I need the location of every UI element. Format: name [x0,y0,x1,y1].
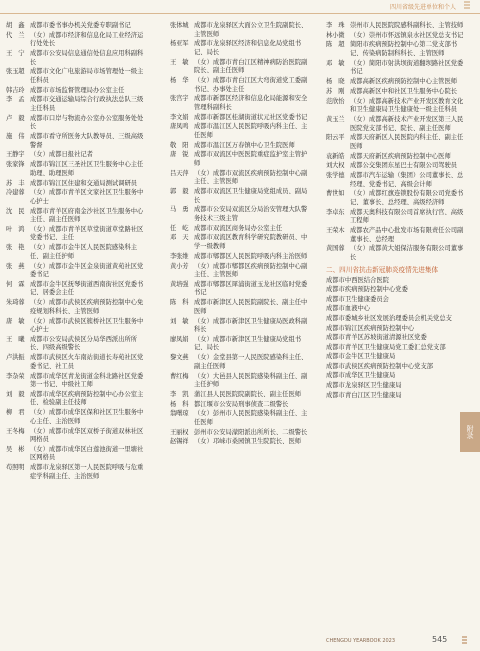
honoree-entry [6,281,144,298]
honoree-entry [326,88,464,97]
honoree-name: 黎文燕 [170,354,189,362]
honoree-entry [170,401,308,410]
honoree-name: 卢洪振 [6,354,25,362]
honoree-title: （女）成都日报社记者 [30,151,93,159]
honoree-name: 黄培强 [170,280,189,288]
honoree-entry [6,464,144,481]
section-title: 二、四川省抗击新冠肺炎疫情先进集体 [326,265,439,274]
honoree-name: 张 燕 [6,262,25,270]
collective-item: 成都市武侯区疾病预防控制中心党支部 [326,362,434,370]
honoree-entry [170,373,308,390]
honoree-entry [326,60,464,77]
honoree-title: （女）成都市青羊区草堂街道草堂路社区党委书记、主任 [30,225,144,242]
honoree-name: 阳云平 [326,134,345,142]
honoree-title: （女）成都市金牛区金泉街道黄苑社区党委书记 [30,262,144,279]
honoree-name: 黄国蓉 [326,245,345,253]
honoree-title: 成都市看守所医务大队教导员、三级高级警督 [30,133,144,149]
honoree-title: 成都市公安局信息通信处信息应用科副科长 [30,50,144,66]
honoree-entry [6,151,144,160]
honoree-title: （女）成都市新津区卫生健康局医政科副科长 [194,317,308,334]
honoree-name: 李杂荣 [6,372,25,380]
honoree-name: 苏 丰 [6,179,25,187]
honoree-entry [326,32,464,41]
honoree-title: （女）成都市新津区卫生健康局党组书记、局长 [194,335,302,352]
honoree-title: 都江堰市公安局刑事侦查二级警长 [194,400,289,408]
honoree-entry [326,134,464,151]
honoree-name: 李文娟 [170,113,189,121]
honoree-name: 杨亚军 [170,40,189,48]
honoree-name: 吕天萍 [170,169,189,177]
honoree-entry [170,151,308,168]
header-title: 四川省级先进单位和个人 [389,4,456,11]
honoree-title: 成都市委书事办机关党委专职副书记 [30,22,131,29]
honoree-entry [6,391,144,408]
honoree-entry [170,299,308,316]
honoree-entry [326,209,464,226]
honoree-title: 成都市公安局武侯区分局华西派出所所长、四级高级警长 [30,335,138,352]
honoree-name: 袁新皓 [326,152,345,160]
honoree-name: 黄小芳 [170,262,189,270]
honoree-name: 王冬梅 [6,427,25,435]
honoree-title: 成都市郫都区犀浦街道玉龙社区临时党委书记 [194,280,308,297]
honoree-name: 杨 科 [170,400,189,408]
honoree-title: 成都市武侯区火车南站街道长寿苑社区党委书记、社工员 [30,354,144,370]
honoree-name: 冷建蓉 [6,189,25,197]
honoree-title: 成都市龙泉驿区第一人民医院呼吸与危重症学科副主任、主治医师 [30,464,144,480]
honoree-name: 邓 敏 [326,59,345,67]
honoree-entry [170,77,308,94]
honoree-title: 成都市市场监督管理局办公室主任 [30,86,125,94]
honoree-name: 王 曦 [6,335,25,343]
honoree-entry [6,50,144,67]
honoree-name: 王丽权 [170,428,189,436]
honoree-title: 成都市双流区教育科学研究院教研员、中学一级教师 [194,234,308,251]
collective-item: 成都市青白江区卫生健康局 [326,391,402,399]
honoree-title: 彭州市公安局濛阳派出所所长、二级警长 [194,428,308,436]
honoree-name: 吴 彬 [6,445,25,453]
column-3 [326,22,464,401]
honoree-title: （女）彭州市人民医院感染科副主任、主任医师 [194,410,308,426]
honoree-title: 成都天奥科技有限公司首席执行官、高级工程师 [350,208,464,225]
honoree-entry [170,40,308,57]
collective-item: 成都市金牛区卫生健康局 [326,353,396,361]
honoree-title: 崇州市人民医院院感科副科长、主管技师 [350,22,464,29]
honoree-title: 成都市龙泉驿区经济和信息化局党组书记、局长 [194,40,302,56]
honoree-title: （女）成都市经济和信息化局工业经济运行处处长 [30,31,144,48]
collective-item: 成都市龙泉驿区卫生健康局 [326,382,402,390]
honoree-entry [170,253,308,262]
column-3-entries [326,22,464,263]
honoree-entry [170,142,308,151]
honoree-title: 成都市龙泉驿区大面公立卫生院副院长、主管医师 [194,22,308,38]
honoree-name: 柳 君 [6,409,25,417]
honoree-name: 沈 民 [6,207,25,215]
honoree-entry [170,263,308,280]
honoree-title: 成都市新津区人民医院副院长、副主任中医师 [194,299,308,315]
honoree-entry [170,123,308,140]
honoree-name: 杨 晓 [326,78,345,86]
honoree-entry [6,68,144,85]
column-1 [6,22,144,482]
honoree-entry [6,189,144,206]
honoree-entry [6,22,144,31]
footer-yearbook: CHENGDU YEARBOOK 2023 [326,638,396,644]
honoree-name: 刘 敏 [170,317,189,325]
honoree-title: 成都市双流区中医医院重症监护室主管护师 [194,151,308,168]
honoree-title: 成都市金牛区抚琴街道西南街社区党委书记、居委会主任 [30,280,144,297]
honoree-entry [326,78,464,87]
honoree-title: （女）金堂县第一人民医院感染科主任、副主任医师 [194,354,308,370]
honoree-name: 李 孟 [6,96,25,104]
honoree-title: 成都市新都区桂湖街道状元社区党委书记 [194,113,308,121]
honoree-title: 成都市公安局双流区分局治安管理大队警务技术三级主管 [194,206,308,223]
honoree-name: 张 艳 [6,244,25,252]
honoree-title: （女）成都市郫都区疾病预防控制中心副主任、主管医师 [194,262,308,279]
honoree-entry [170,281,308,298]
honoree-entry [6,133,144,150]
header-decoration [464,1,470,11]
honoree-entry [6,226,144,243]
honoree-entry [326,22,464,31]
honoree-title: 成都农产品中心批发市场有限责任公司副董事长、总经理 [350,227,464,243]
honoree-title: 成都市锦江区住建和交通局测试调研员 [30,179,138,187]
honoree-entry [6,318,144,335]
honoree-entry [6,115,144,132]
honoree-name: 林小微 [326,31,345,39]
honoree-entry [326,116,464,133]
honoree-name: 张家锋 [6,161,25,169]
honoree-title: 成都市口岸与物流办公室办公室服务处处长 [30,114,144,131]
honoree-title: （女）成都市武侯区簇桥社区卫生服务中心护士 [30,317,144,334]
honoree-entry [170,114,308,123]
honoree-title: 成都市双流区商务局办公室主任 [194,224,283,232]
honoree-title: （女）成都黄大姐保洁服务有限公司董事长 [350,245,464,261]
honoree-name: 苟照明 [6,464,25,472]
honoree-title: 成都市温江区万春镇中心卫生院医师 [194,141,295,149]
honoree-name: 王静宇 [6,151,25,159]
honoree-title: 蒲江县人民医院院副院长、副主任医师 [194,390,302,398]
honoree-name: 廖凤娟 [170,335,189,343]
honoree-name: 任 屹 [170,224,189,232]
honoree-name: 胡 鑫 [6,22,25,29]
honoree-entry [326,41,464,58]
honoree-title: （女）崇州市怀远镇泉水社区党总支书记 [350,31,464,39]
collective-item: 成都市卫生健康委员会 [326,295,389,303]
honoree-name: 敬 阳 [170,141,189,149]
collective-item: 成都市成华区卫生健康局 [326,372,396,380]
honoree-title: （女）简阳市射洪坝街道翻坝路社区党委书记 [350,59,464,76]
collective-item: 成都市中西医结合医院 [326,276,389,284]
honoree-title: 成都市成华区疾病预防控制中心办公室主任、检验副主任技师 [30,390,144,407]
honoree-title: 成都天府新区疾病预防控制中心医师 [350,152,451,160]
collective-item: 成都市委城乡社区发展治理委员会机关党总支 [326,314,452,322]
honoree-name: 代 兰 [6,31,25,39]
honoree-name: 黄玉兰 [326,115,345,123]
honoree-entry [170,206,308,223]
honoree-title: 成都市新都区经济和信息化局能源和安全管理科副科长 [194,95,308,111]
honoree-entry [6,373,144,390]
honoree-title: 简阳市疾病预防控制中心第二党支部书记、传染病防制科科长、主管医师 [350,41,458,58]
honoree-entry [170,225,308,234]
honoree-entry [326,162,464,171]
honoree-name: 王 宁 [6,50,25,58]
honoree-title: 成都市郫都区人民医院呼吸内科主治医师 [194,252,308,260]
honoree-name: 唐凤鸣 [170,123,189,131]
honoree-name: 唐 敏 [6,317,25,325]
honoree-title: （女）成都市双流区疾病预防控制中心副主任、主管医师 [194,169,308,186]
honoree-name: 陈 超 [326,41,345,49]
honoree-entry [6,244,144,261]
honoree-entry [170,391,308,400]
honoree-entry [6,428,144,445]
honoree-name: 李 珠 [326,22,345,29]
honoree-title: 成都市文化广电旅游局市场管理处一级主任科员 [30,68,144,84]
honoree-title: （女）成都市青白江区精神病防治医院副院长、副主任医师 [194,58,308,75]
honoree-name: 赵锡祥 [170,438,189,446]
honoree-entry [6,336,144,353]
honoree-name: 郭 毅 [170,188,189,196]
honoree-name: 范欣怡 [326,97,345,105]
honoree-entry [6,87,144,96]
honoree-entry [170,59,308,76]
honoree-name: 曹红梅 [170,372,189,380]
running-header [0,0,480,14]
collective-list [326,277,464,401]
honoree-entry [6,161,144,178]
column-2 [170,22,308,448]
honoree-title: （女）成都市成华区白莲池街道一里塘社区网格员 [30,445,144,462]
honoree-name: 马 勇 [170,206,189,214]
honoree-name: 张宫宇 [170,95,189,103]
honoree-name: 李 凯 [170,390,189,398]
honoree-entry [326,172,464,189]
honoree-entry [326,227,464,244]
footer-decoration [462,636,467,645]
honoree-entry [326,98,464,115]
honoree-name: 刘 毅 [6,390,25,398]
honoree-title: 成都市双流区卫生健康局党组成员、副局长 [194,188,308,204]
honoree-title: 成都市锦江区三圣社区卫生服务中心主任助理、助理医师 [30,161,144,177]
honoree-title: 成都高新区疾病预防控制中心主管医师 [350,78,458,86]
honoree-title: （女）成都市青白江区大弯街道党工委副书记、办事处主任 [194,76,308,93]
honoree-title: 成都市温江区人民医院呼吸内科主任、主任医师 [194,123,308,139]
honoree-entry [6,96,144,113]
honoree-title: 成都市成华区青龙街道金科北路社区党委第一书记、中级社工师 [30,372,144,389]
honoree-entry [6,409,144,426]
honoree-title: （女）邛崃市桑园镇卫生院院长、医师 [194,438,302,446]
honoree-title: 成都公交集团东星巴士有限公司驾驶员 [350,162,458,170]
honoree-name: 卢 毅 [6,114,25,122]
collective-item: 成都市青羊区卫生健康局党工委汇总党支部 [326,343,446,351]
honoree-name: 陈 科 [170,299,189,307]
honoree-title: 成都市青羊区府南金沙社区卫生服务中心主任、副主任医师 [30,207,144,224]
honoree-title: （女）大邑县人民医院感染科副主任、副主任护师 [194,372,308,389]
honoree-name: 施 伟 [6,133,25,141]
honoree-title: （女）成都高新技术产业开发区教育文化和卫生健康局卫生健康处一级主任科员 [350,97,464,114]
honoree-entry [170,410,308,427]
honoree-title: （女）成都高新技术产业开发区第三人民医院党支部书记、院长、副主任医师 [350,115,464,132]
honoree-entry [170,354,308,371]
honoree-name: 张玉超 [6,68,25,76]
honoree-name: 王 敏 [170,58,189,66]
honoree-title: （女）成都市青羊区文家社区卫生服务中心护士 [30,189,144,205]
honoree-entry [6,180,144,189]
honoree-title: 成都天府新区人民医院内科主任、副主任医师 [350,134,464,150]
honoree-entry [326,153,464,162]
honoree-name: 李卓东 [326,208,345,216]
honoree-entry [170,318,308,335]
honoree-entry [6,208,144,225]
honoree-name: 李张维 [170,252,189,260]
honoree-entry [170,336,308,353]
honoree-name: 张体城 [170,22,189,29]
honoree-name: 韩吉玲 [6,86,25,94]
collective-item: 成都市血液中心 [326,305,371,313]
honoree-title: （女）成都市成华区保和社区卫生服务中心主任、主治医师 [30,409,144,425]
honoree-name: 翁曙琼 [170,410,189,418]
honoree-entry [170,429,308,438]
honoree-name: 张学德 [326,172,345,180]
honoree-entry [6,299,144,316]
honoree-entry [6,354,144,371]
honoree-entry [6,263,144,280]
appendix-tab: 附录 [460,412,480,452]
honoree-entry [170,22,308,39]
collective-item: 成都市锦江区疾病预防控制中心 [326,324,415,332]
honoree-name: 杨 华 [170,76,189,84]
honoree-title: 成都高新区中和社区卫生服务中心院长 [350,87,458,95]
honoree-name: 何 霖 [6,280,25,288]
honoree-name: 邓 天 [170,234,189,242]
collective-item: 成都市疾病预防控制中心党委 [326,286,408,294]
page-number: 545 [432,635,448,644]
honoree-entry [6,32,144,49]
honoree-name: 刘大权 [326,162,345,170]
collective-item: 成都市青羊区苏坡街道清源社区党委 [326,334,427,342]
honoree-entry [6,446,144,463]
honoree-name: 叶 鸿 [6,225,25,233]
honoree-entry [170,170,308,187]
honoree-name: 唐 锐 [170,151,189,159]
honoree-name: 朱琦蓉 [6,299,25,307]
honoree-title: 成都市交通运输局综合行政执法总队三级主任科员 [30,96,144,113]
honoree-entry [326,245,464,262]
honoree-title: 成都市汽车运输（集团）公司董事长、总经理、党委书记、高级会计师 [350,172,464,188]
honoree-title: （女）成都红旗连锁股份有限公司党委书记、董事长、总经理、高级经济师 [350,190,464,206]
honoree-title: （女）成都市武侯区疾病预防控制中心免疫规划科科长、主管医师 [30,299,144,315]
honoree-name: 曹世如 [326,190,345,198]
honoree-title: （女）成都市成华区双桥子街道双林社区网格员 [30,427,144,444]
honoree-entry [170,438,308,447]
honoree-entry [170,188,308,205]
honoree-name: 王荣木 [326,227,345,235]
honoree-entry [326,190,464,207]
honoree-name: 苏 刚 [326,87,345,95]
honoree-entry [170,234,308,251]
honoree-entry [170,95,308,112]
honoree-title: （女）成都市金牛区人民医院感染科主任、副主任护师 [30,244,138,260]
